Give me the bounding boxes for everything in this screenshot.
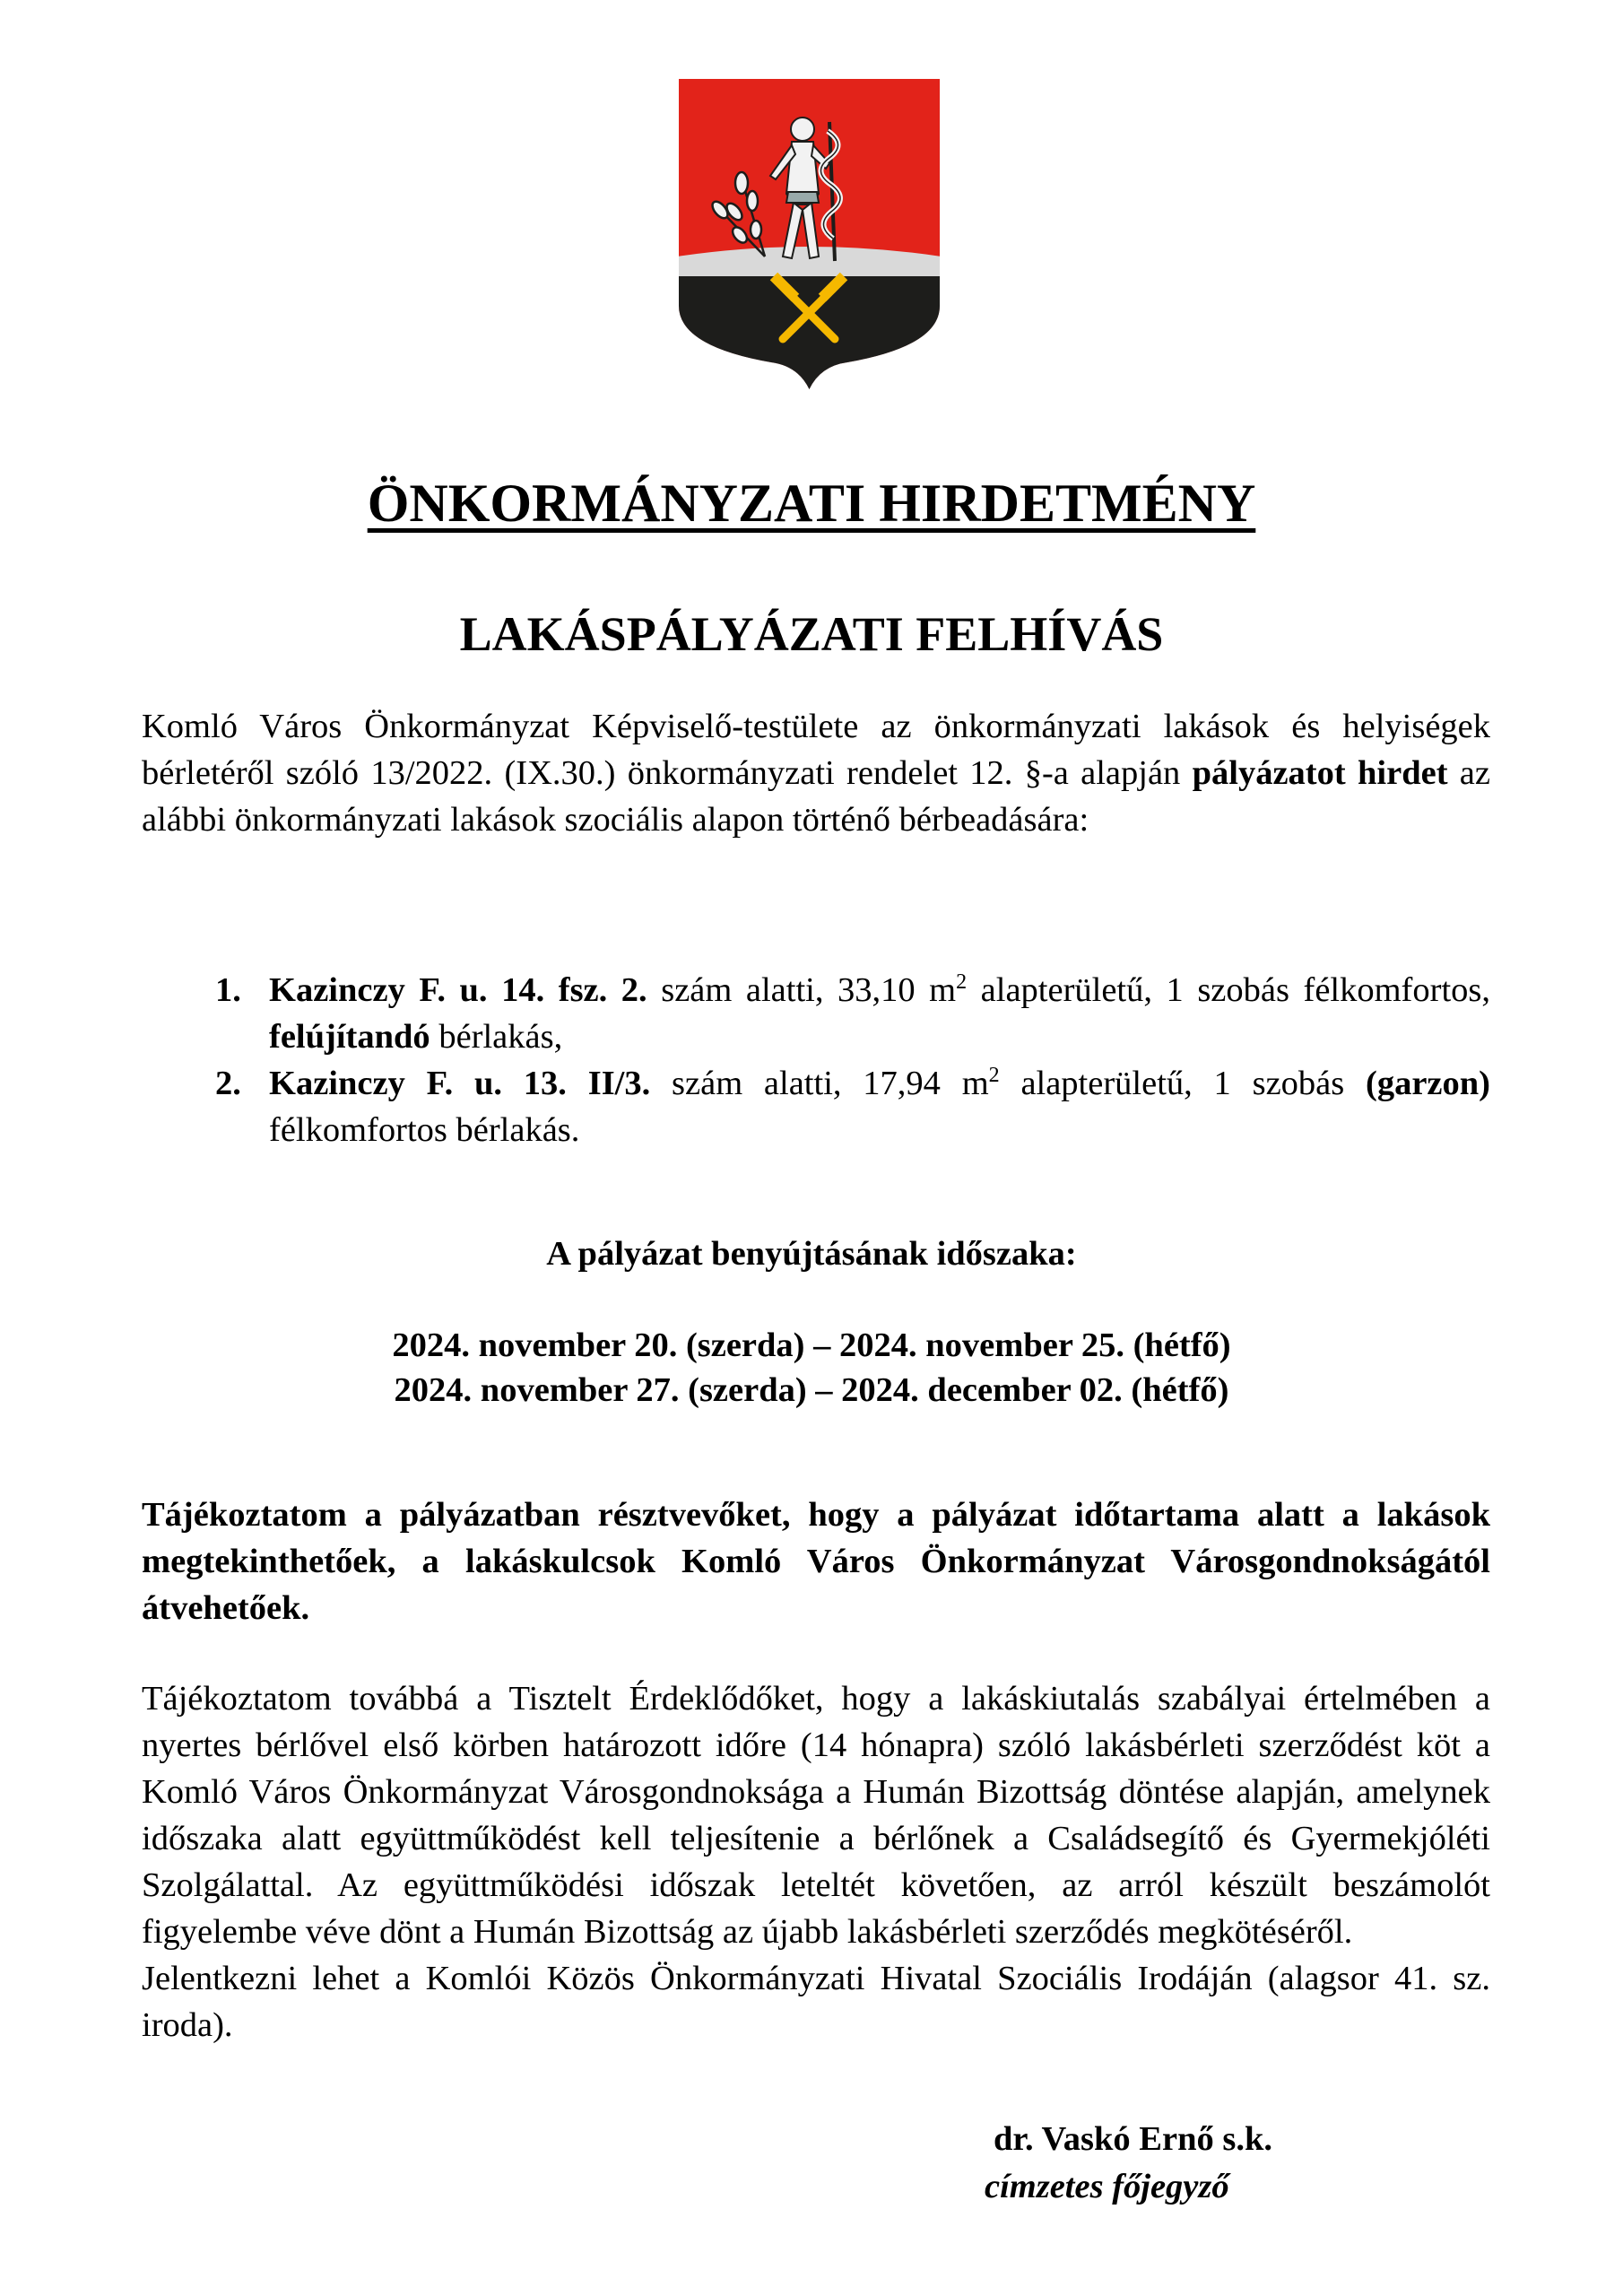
list-item (215, 967, 1490, 1060)
item-sup: 2 (988, 1064, 1000, 1088)
item-bold: (garzon) (1366, 1065, 1490, 1102)
item-bold: felújítandó (269, 1018, 430, 1056)
item-text: alapterületű, 1 szobás félkomfortos, (967, 971, 1491, 1009)
intro-text-1: Komló Város Önkormányzat Képviselő-testülete az önkormányzati lakások és helyiségek bérletéről szóló 13/2022. (IX.30.) önkormányzati rendelet 12. §-a alapján (142, 708, 1490, 792)
apply-text: Jelentkezni lehet a Komlói Közös Önkormányzati Hivatal Szociális Irodáján (alagsor 41. sz. iroda). (142, 1960, 1490, 2044)
notice-paragraph: Tájékoztatom a pályázatban résztvevőket, hogy a pályázat időtartama alatt a lakások megtekinthetőek, a lakáskulcsok Komló Város Önkormányzat Városgondnokságától átvehetőek. (142, 1496, 1490, 1627)
item-text: félkomfortos bérlakás. (269, 1111, 580, 1149)
item-text: bérlakás, (430, 1018, 563, 1056)
item-number: 2. (215, 1065, 241, 1102)
item-text: alapterületű, 1 szobás (999, 1065, 1367, 1102)
item-number: 1. (215, 971, 241, 1009)
item-address: Kazinczy F. u. 14. fsz. 2. (269, 971, 647, 1009)
signature-name: dr. Vaskó Ernő s.k. (994, 2120, 1273, 2158)
info-paragraph (142, 1675, 1490, 2048)
intro-bold: pályázatot hirdet (1192, 754, 1448, 792)
coat-of-arms-logo (677, 77, 942, 391)
info-text: Tájékoztatom továbbá a Tisztelt Érdeklődőket, hogy a lakáskiutalás szabályai értelmében a nyertes bérlővel első körben határozott időre (14 hónapra) szóló lakásbérleti szerződést köt a Komló Város Önkormányzat Városgondnoksága a Humán Bizottság döntése alapján, amelynek időszaka alatt együttműködést kell teljesítenie a bérlőnek a Családsegítő és Gyermekjóléti Szolgálattal. Az együttműködési időszak leteltét követően, az arról készült beszámolót figyelembe véve dönt a Humán Bizottság az újabb lakásbérleti szerződés megkötéséről. (142, 1680, 1490, 1951)
period-line: 2024. november 27. (szerda) – 2024. december 02. (hétfő) (394, 1371, 1229, 1409)
apartment-list (215, 967, 1490, 1153)
signature-title: címzetes főjegyző (985, 2168, 1229, 2205)
intro-text-2: az alábbi önkormányzati lakások szociális alapon történő bérbeadására: (142, 754, 1490, 839)
item-text: szám alatti, 17,94 m (650, 1065, 989, 1102)
intro-paragraph (142, 703, 1490, 843)
item-address: Kazinczy F. u. 13. II/3. (269, 1065, 651, 1102)
period-line: 2024. november 20. (szerda) – 2024. november 25. (hétfő) (392, 1326, 1231, 1364)
period-title: A pályázat benyújtásának időszaka: (546, 1235, 1077, 1273)
item-sup: 2 (956, 970, 968, 995)
page-title: ÖNKORMÁNYZATI HIRDETMÉNY (367, 474, 1256, 533)
item-text: szám alatti, 33,10 m (647, 971, 957, 1009)
list-item (215, 1060, 1490, 1153)
subtitle: LAKÁSPÁLYÁZATI FELHÍVÁS (459, 607, 1164, 661)
